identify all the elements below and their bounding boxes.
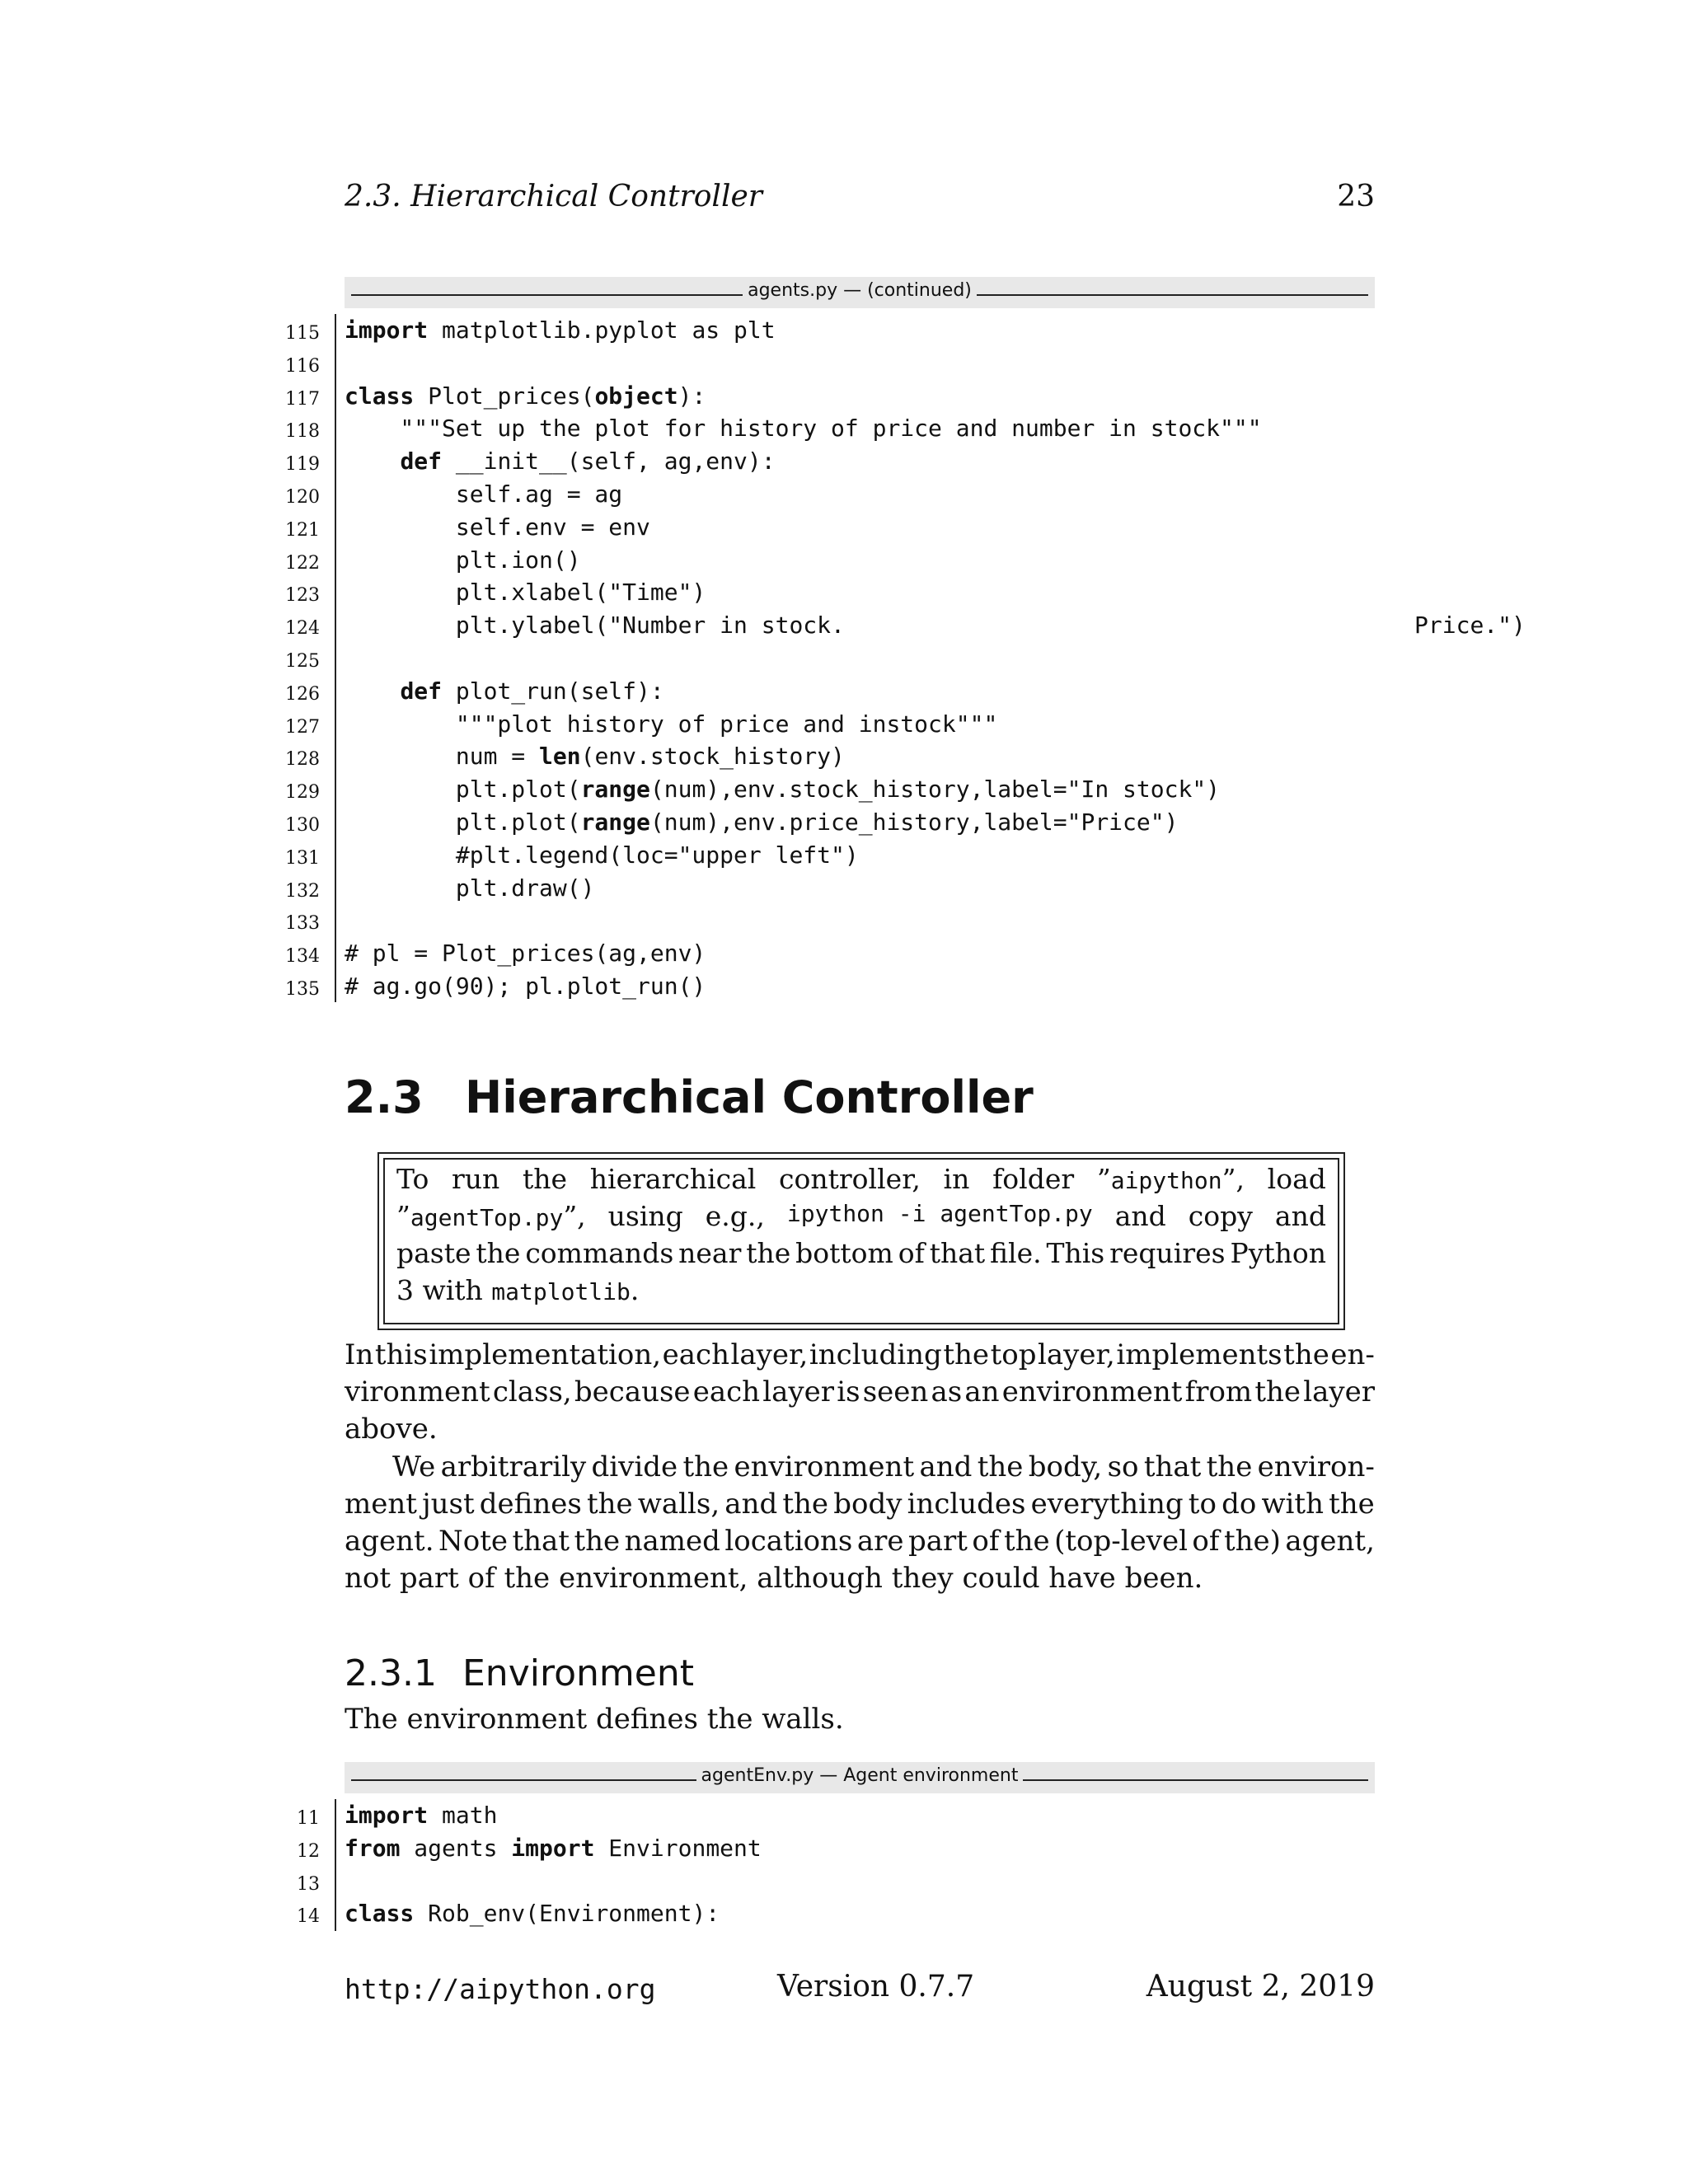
code-line [247, 577, 1484, 610]
code-line [247, 479, 1484, 512]
note-word: bottom [795, 1237, 893, 1269]
note-word: and [1114, 1200, 1166, 1232]
note-word: paste [396, 1237, 471, 1269]
code-listing-caption: agentEnv.py — Agent environment [696, 1765, 1024, 1786]
code-listing-caption-bar [345, 277, 1375, 308]
word: to [1188, 1488, 1217, 1521]
note-word: in [943, 1163, 970, 1195]
paragraph-line [345, 1451, 1375, 1483]
note-word: the [523, 1163, 568, 1195]
section-number: 2.3 [345, 1071, 424, 1123]
note-word: and [1274, 1200, 1326, 1232]
code-line [247, 741, 1484, 774]
word: the [1254, 1376, 1301, 1408]
word: ment [345, 1488, 417, 1521]
word: of [1192, 1525, 1220, 1558]
line-number: 120 [285, 486, 320, 508]
note-word: . [630, 1274, 640, 1306]
code-line [247, 381, 1484, 414]
code-keyword: range [580, 776, 650, 804]
word: from [1184, 1376, 1253, 1408]
note-word: the [746, 1237, 791, 1269]
code-line [247, 938, 1484, 971]
line-number: 118 [285, 421, 320, 443]
code-line [247, 840, 1484, 873]
code-token: plt.ion() [345, 546, 581, 574]
code-line [247, 1866, 1484, 1899]
note-line [396, 1274, 1326, 1306]
word: just [422, 1488, 475, 1521]
word: layer, [730, 1338, 809, 1371]
line-number: 116 [285, 355, 320, 377]
paragraph-line [345, 1338, 1375, 1371]
code-token: matplotlib.pyplot as plt [428, 316, 776, 344]
code-line [247, 348, 1484, 381]
word: everything [1030, 1488, 1184, 1521]
paragraph-line-text [345, 1338, 1375, 1371]
code-token: # pl = Plot_prices(ag,env) [345, 940, 706, 968]
note-word: This [1046, 1237, 1105, 1269]
word: the [1003, 1525, 1050, 1558]
word: the [782, 1488, 829, 1521]
code-line [247, 446, 1484, 479]
word: class, [492, 1376, 572, 1408]
note-text-part: ” [396, 1200, 410, 1232]
code-listing-caption-bar [345, 1762, 1375, 1793]
paragraph-text: The environment defines the walls. [345, 1703, 844, 1736]
note-word: e.g., [705, 1200, 765, 1232]
code-text [345, 841, 859, 869]
line-number: 132 [285, 880, 320, 902]
word: so [1107, 1451, 1139, 1483]
word: layer [1303, 1376, 1375, 1408]
note-text-part: ” [1096, 1163, 1111, 1195]
note-word [396, 1200, 586, 1232]
word: implements [1116, 1338, 1282, 1371]
code-text [345, 1802, 497, 1829]
word: layer, [1038, 1338, 1115, 1371]
paragraph-line-text: not part of the environment, although they could have been. [345, 1562, 1203, 1595]
word: top [990, 1338, 1037, 1371]
note-word: To [396, 1163, 429, 1195]
word: each [692, 1376, 761, 1408]
word: vironment [345, 1376, 490, 1408]
word: body [833, 1488, 903, 1521]
line-number: 122 [285, 552, 320, 574]
code-token: plot_run(self): [442, 677, 664, 705]
word: In [345, 1338, 374, 1371]
code-text [345, 1835, 762, 1862]
code-text [345, 316, 776, 344]
word: as [931, 1376, 963, 1408]
line-number: 119 [285, 454, 320, 476]
code-token: Environment [594, 1834, 762, 1862]
word: an [964, 1376, 1000, 1408]
line-number: 130 [285, 814, 320, 836]
note-line [396, 1200, 1326, 1232]
note-word: near [678, 1237, 742, 1269]
note-line [396, 1237, 1326, 1269]
code-text [345, 776, 1220, 803]
code-listing [247, 315, 1526, 1004]
note-text-part: ”, [1221, 1163, 1245, 1195]
code-token [345, 448, 400, 475]
note-word: Python [1230, 1237, 1326, 1269]
word: is [837, 1376, 860, 1408]
word: and [919, 1451, 973, 1483]
note-word: commands [525, 1237, 674, 1269]
note-word: that [929, 1237, 986, 1269]
paragraph [345, 1703, 1375, 1736]
note-word: of [898, 1237, 925, 1269]
code-text [345, 677, 664, 705]
code-listing [247, 1800, 1484, 1931]
word: the [977, 1451, 1024, 1483]
code-line [247, 413, 1484, 446]
code-token: self.ag = ag [345, 480, 623, 508]
code-line [247, 315, 1484, 348]
line-number: 121 [285, 519, 320, 541]
word: body, [1028, 1451, 1103, 1483]
running-header [345, 180, 1375, 226]
paragraph-line [345, 1376, 1375, 1408]
word: of [972, 1525, 1000, 1558]
code-keyword: len [539, 743, 581, 771]
note-word: folder [992, 1163, 1075, 1195]
code-keyword: import [345, 1802, 429, 1829]
code-token: (num),env.stock_history,label="In stock") [649, 776, 1221, 804]
code-text [345, 874, 594, 902]
word: the [574, 1525, 621, 1558]
inline-code: aipython [1110, 1167, 1222, 1194]
word: arbitrarily [440, 1451, 587, 1483]
section-heading [345, 1071, 1034, 1123]
footer-url: http://aipython.org [345, 1973, 656, 2005]
code-line [247, 1833, 1484, 1866]
paragraph-line [345, 1525, 1375, 1558]
word: the [1329, 1488, 1375, 1521]
code-line [247, 905, 1484, 938]
code-keyword: from [345, 1834, 401, 1862]
footer-date: August 2, 2019 [1146, 1970, 1375, 2004]
code-line [247, 676, 1484, 709]
line-number: 129 [285, 782, 320, 804]
note-word: controller, [779, 1163, 921, 1195]
word: defines [479, 1488, 582, 1521]
code-line [247, 545, 1484, 578]
code-text [345, 743, 845, 770]
code-line [247, 709, 1484, 742]
code-token: """Set up the plot for history of price and number in stock""" [345, 415, 1262, 443]
word: seen [862, 1376, 929, 1408]
code-text [345, 480, 622, 508]
code-token: __init__(self, ag,env): [442, 448, 776, 476]
code-keyword: import [511, 1834, 595, 1862]
note-box-inner [383, 1158, 1339, 1324]
word: that [1143, 1451, 1202, 1483]
page-number: 23 [1337, 180, 1375, 213]
code-token: (env.stock_history) [580, 743, 845, 771]
code-text [345, 448, 776, 475]
note-text-part: ”, [563, 1200, 586, 1232]
line-number: 14 [297, 1906, 320, 1928]
word: includes [907, 1488, 1026, 1521]
code-keyword: def [400, 677, 443, 705]
code-token: plt.ylabel("Number in stock. Price.") [345, 612, 1526, 640]
line-number: 117 [285, 388, 320, 410]
code-token: (num),env.price_history,label="Price") [649, 808, 1179, 836]
running-title: 2.3. Hierarchical Controller [345, 180, 762, 213]
code-token: self.env = env [345, 513, 650, 541]
inline-code: matplotlib [491, 1278, 631, 1305]
code-text [345, 940, 706, 967]
code-text [345, 972, 706, 1000]
word: Note [438, 1525, 509, 1558]
paragraph-line [345, 1413, 1375, 1446]
word: the [586, 1488, 633, 1521]
code-text [345, 415, 1262, 442]
word: environment [1001, 1376, 1183, 1408]
word: and [724, 1488, 778, 1521]
code-keyword: object [594, 382, 678, 410]
code-keyword: class [345, 382, 415, 410]
note-word: using [607, 1200, 683, 1232]
word: part [907, 1525, 968, 1558]
code-keyword: range [580, 808, 650, 836]
paragraph-line-text [345, 1451, 1375, 1483]
code-token: """plot history of price and instock""" [345, 710, 998, 738]
note-box [377, 1152, 1345, 1330]
line-number: 12 [297, 1840, 320, 1862]
line-number: 133 [285, 913, 320, 935]
word: that [512, 1525, 570, 1558]
word: environ- [1257, 1451, 1375, 1483]
code-line [247, 610, 1526, 643]
line-number: 134 [285, 946, 320, 968]
word: environment [734, 1451, 915, 1483]
line-number: 13 [297, 1873, 320, 1895]
line-number: 127 [285, 716, 320, 738]
line-number: 128 [285, 749, 320, 771]
word: en- [1330, 1338, 1375, 1371]
code-line [247, 643, 1484, 676]
word: agent, [1285, 1525, 1375, 1558]
code-line [247, 1800, 1484, 1833]
word: do [1221, 1488, 1257, 1521]
code-keyword: import [345, 316, 429, 344]
page-footer [345, 1970, 1375, 2011]
note-line [396, 1163, 1326, 1195]
paragraph-line-text [345, 1376, 1375, 1408]
word: including [809, 1338, 942, 1371]
paragraph-line-text: above. [345, 1413, 438, 1446]
note-word: run [452, 1163, 500, 1195]
code-token: # ag.go(90); pl.plot_run() [345, 972, 706, 1000]
note-word: requires [1109, 1237, 1226, 1269]
code-token: num = [345, 743, 540, 771]
word: each [662, 1338, 729, 1371]
line-number: 125 [285, 650, 320, 672]
word: layer [762, 1376, 835, 1408]
word: locations [724, 1525, 853, 1558]
code-text [345, 513, 650, 541]
code-token: agents [400, 1834, 512, 1862]
code-line [247, 1898, 1484, 1931]
code-listing-caption: agents.py — (continued) [743, 280, 977, 301]
word: the [682, 1451, 729, 1483]
code-text [345, 579, 706, 606]
line-number: 131 [285, 847, 320, 869]
paragraph-line-text [345, 1525, 1375, 1558]
note-word: 3 with [396, 1274, 492, 1306]
word: this [374, 1338, 428, 1371]
code-line [247, 512, 1484, 545]
line-number: 126 [285, 683, 320, 705]
line-number: 124 [285, 618, 320, 640]
section-title: Hierarchical Controller [465, 1071, 1034, 1123]
note-word: hierarchical [589, 1163, 757, 1195]
subsection-number: 2.3.1 [345, 1652, 437, 1694]
inline-code: ipython -i agentTop.py [786, 1200, 1093, 1227]
line-number: 123 [285, 585, 320, 607]
note-word: the [476, 1237, 521, 1269]
code-text [345, 612, 1526, 639]
code-token [345, 677, 400, 705]
code-line [247, 971, 1484, 1004]
word: the [943, 1338, 990, 1371]
word: the [1206, 1451, 1253, 1483]
word: walls, [637, 1488, 720, 1521]
note-word: file. [990, 1237, 1042, 1269]
word: divide [591, 1451, 678, 1483]
code-token: ): [678, 382, 706, 410]
code-token: plt.plot( [345, 776, 581, 804]
word: with [1261, 1488, 1324, 1521]
code-text [345, 546, 581, 574]
code-token: Plot_prices( [414, 382, 595, 410]
line-number: 11 [297, 1808, 320, 1829]
code-text [345, 382, 706, 410]
code-token: plt.xlabel("Time") [345, 579, 706, 607]
code-token: plt.plot( [345, 808, 581, 836]
word: We [392, 1451, 436, 1483]
line-number: 115 [285, 323, 320, 344]
paragraph-line-text [345, 1488, 1375, 1521]
word: because [574, 1376, 691, 1408]
paragraph-line [345, 1488, 1375, 1521]
line-number: 135 [285, 978, 320, 1000]
code-line [247, 774, 1484, 807]
inline-code: agentTop.py [410, 1204, 564, 1231]
note-word [1097, 1163, 1245, 1195]
word: implementation, [429, 1338, 662, 1371]
footer-version: Version 0.7.7 [777, 1970, 975, 2004]
paragraph-line [345, 1562, 1375, 1595]
code-text [345, 710, 997, 738]
note-word: load [1267, 1163, 1326, 1195]
subsection-title: Environment [462, 1652, 694, 1694]
code-line [247, 807, 1484, 840]
code-text [345, 1900, 720, 1927]
subsection-heading [345, 1652, 694, 1694]
code-token: math [428, 1802, 498, 1829]
code-token: Rob_env(Environment): [414, 1900, 720, 1928]
word: (top-level [1054, 1525, 1188, 1558]
code-token: #plt.legend(loc="upper left") [345, 841, 859, 869]
note-word: copy [1188, 1200, 1253, 1232]
word: the [1283, 1338, 1329, 1371]
code-text [345, 808, 1178, 836]
code-line [247, 873, 1484, 906]
word: agent. [345, 1525, 434, 1558]
code-keyword: class [345, 1900, 415, 1928]
word: are [856, 1525, 904, 1558]
code-token: plt.draw() [345, 874, 595, 902]
code-keyword: def [400, 448, 443, 476]
word: the) [1223, 1525, 1281, 1558]
word: named [624, 1525, 720, 1558]
